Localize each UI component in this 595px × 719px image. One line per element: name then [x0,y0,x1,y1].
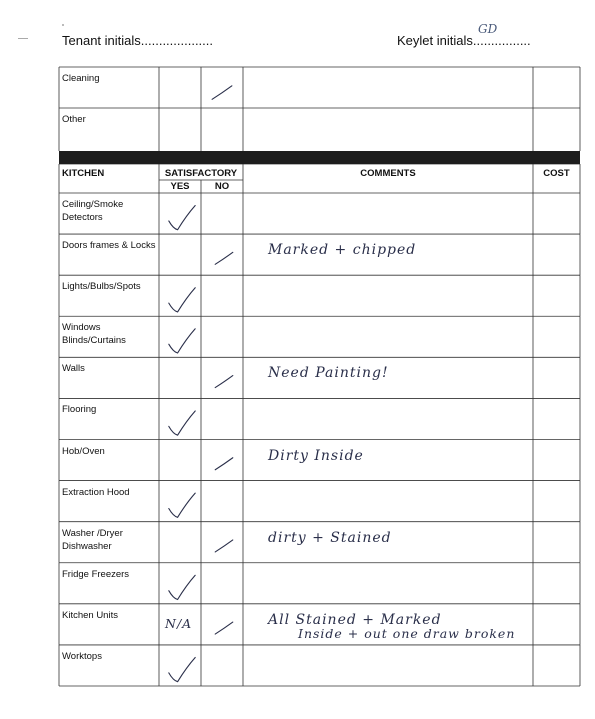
row-label: Cleaning [62,73,100,84]
row-label: Walls [62,363,85,375]
no-tick [212,86,232,100]
handwritten-comment: Marked + chipped [268,242,417,259]
yes-tick [169,206,195,230]
yes-header: YES [170,181,190,192]
handwritten-comment: Need Painting! [268,365,389,382]
row-label: Fridge Freezers [62,568,130,580]
handwritten-comment: Dirty Inside [268,447,364,464]
handwritten-comment: dirty + Stained [268,529,392,546]
no-header: NO [214,181,230,192]
section-divider-bar [59,151,580,164]
keylet-initials-handwritten: GD [478,22,498,36]
yes-handwritten-mark: N/A [165,615,193,631]
row-label: Extraction Hood [62,486,130,498]
no-tick [215,376,233,388]
row-label: Other [62,114,86,125]
row-label: Lights/Bulbs/Spots [62,281,141,293]
handwritten-comment: All Stained + Marked [268,611,442,628]
cost-header: COST [543,168,570,179]
row-label: Flooring [62,404,97,416]
yes-tick [169,288,195,312]
row-label: Hob/Oven [62,445,105,457]
row-label: Kitchen Units [62,609,118,621]
no-tick [215,458,233,470]
yes-tick [169,411,195,435]
satisfactory-header: SATISFACTORY [164,168,238,179]
row-label: Windows Blinds/Curtains [62,322,126,347]
keylet-initials-label: Keylet initials................ [397,33,531,48]
comments-header: COMMENTS [360,168,416,179]
row-label: Ceiling/Smoke Detectors [62,199,124,223]
no-tick [215,252,233,264]
tenant-initials-label: Tenant initials.................... [62,33,214,48]
yes-tick [169,575,195,599]
row-label: Washer /Dryer Dishwasher [62,527,123,552]
kitchen-section-title: KITCHEN [62,168,105,179]
no-tick [215,622,233,634]
yes-tick [169,657,195,681]
no-tick [215,540,233,552]
row-label: Doors frames & Locks [62,240,156,252]
yes-tick [169,493,195,517]
yes-tick [169,329,195,353]
row-label: Worktops [62,650,102,662]
handwritten-comment-continued: Inside + out one draw broken [298,625,516,641]
